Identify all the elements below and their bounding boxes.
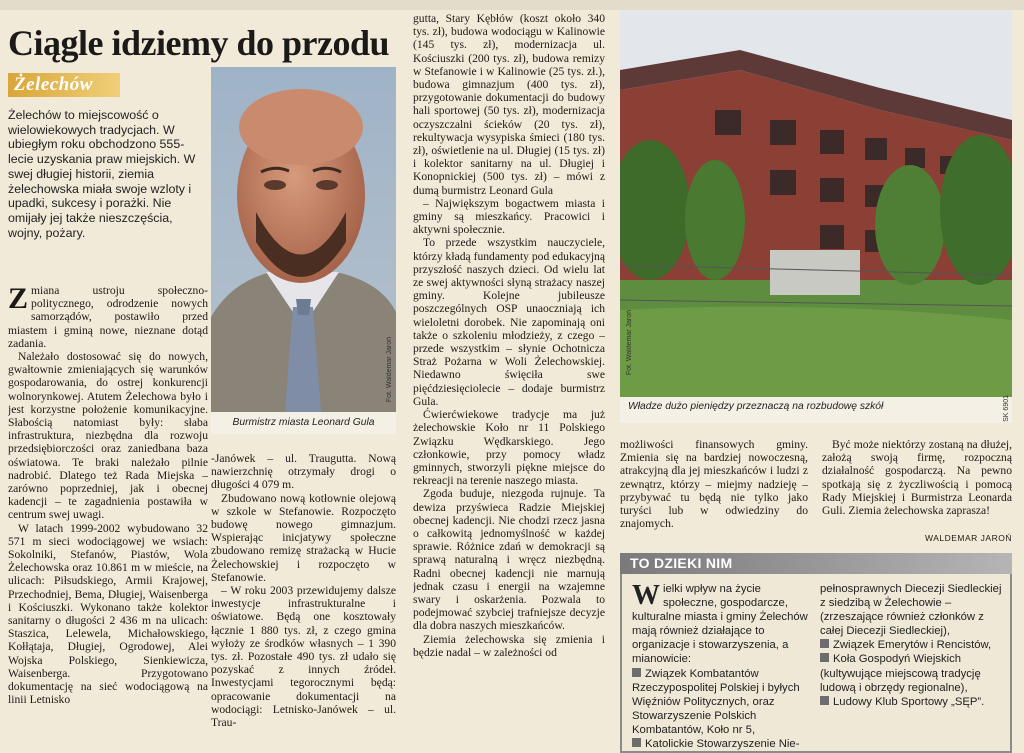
col2-paragraph-2: Zbudowano nową kotłownie olejową w szkole w Stefanowie. Rozpoczęto budowę nowego gimnazjum. Wspierając inicjatywy społeczne zbudowano remizę strażacką w Hucie Żelechowskiej i rozpoczęto w Stefanowie. <box>211 491 396 584</box>
building-photo-credit: Fot. Waldemar Jaroń <box>626 310 633 376</box>
portrait-illustration <box>211 67 396 412</box>
article-column-2 <box>211 452 396 753</box>
sidebar-item: Ludowy Klub Sportowy „SĘP”. <box>820 695 1004 709</box>
col3-paragraph-5: Zgoda buduje, niezgoda rujnuje. Ta dewiza przyświeca Radzie Miejskiej obecnej kadencji. Nie chodzi rzecz jasna o całkowitą jednomyślność w każdej sprawie. Różnice zdań w demokracji są sprawą naturalną i wręcz niezbędną. Radni obecnej kadencji nie marnują jednak czasu i energii na wzajemne swary i oskarżenia. Pozwala to podejmować szybciej trafniejsze decyzje dla dobra naszych mieszkańców. <box>413 487 605 633</box>
col5-paragraph-1: Być może niektórzy zostaną na dłużej, założą swoją firmę, rozpoczną działalność gospodarczą. Na pewno spotkają się z życzliwością i pomocą Rady Miejskiej i Burmistrza Leonarda Guli. Ziemia żelechowska zaprasza! <box>822 438 1012 518</box>
article-headline: Ciągle idziemy do przodu <box>8 23 389 63</box>
section-kicker <box>8 73 120 97</box>
col3-paragraph-6: Ziemia żelechowska się zmienia i będzie nadal – w zależności od <box>413 632 605 659</box>
bullet-square-icon <box>820 696 829 705</box>
article-column-3 <box>413 12 605 753</box>
col2-paragraph-3: – W roku 2003 przewidujemy dalsze inwestycje infrastrukturalne i oświatowe. Będą one kosztowały łącznie 1 880 tys. zł, z czego gmina wyłoży ze środków własnych – 1 390 tys. zł. Pozostałe 490 tys. zł udało się pozyskać z innych źródeł. Inwestycjami tegorocznymi będą: opracowanie dokumentacji na wodociągi: Letnisko-Janówek – ul. Trau- <box>211 584 396 730</box>
sidebar-item: Związek Kombatantów Rzeczypospolitej Polskiej i byłych Więźniów Politycznych, oraz Stowarzyszenie Polskich Kombatantów, Koło nr 5, <box>632 667 800 736</box>
school-building-photo <box>620 10 1012 397</box>
bullet-square-icon <box>632 668 641 677</box>
lead-paragraph: Żelechów to miejscowość o wielowiekowych tradycjach. W ubiegłym roku obchodzono 555-lecie uzyskania praw miejskich. W swej długiej historii, ziemia żelechowska miała swoje wzloty i upadki, sukcesy i porażki. Nie omijały jej także nieszczęścia, wojny, pożary. <box>8 108 196 240</box>
article-column-1 <box>8 284 208 753</box>
col3-paragraph-3: To przede wszystkim nauczyciele, którzy kładą fundamenty pod edukacyjną przyszłość naszych dzieci. Od wielu lat ze swej aktywności słyną strażacy naszej gminy. Kolejne jubileusze poszczególnych OSP unaoczniają ich wieloletni dorobek. Nie zapominają oni także o szkoleniu młodzieży, z czego – przede wszystkim – słynie Ochotnicza Straż Pożarna w Woli Żelechowskiej. Niedawno święciła swe pięćdziesięciolecie – dodaje burmistrz Gula. <box>413 236 605 408</box>
kicker-label: Żelechów <box>14 74 93 95</box>
school-building-illustration <box>620 10 1012 397</box>
portrait-caption: Burmistrz miasta Leonard Gula <box>211 412 396 434</box>
byline: WALDEMAR JAROŃ <box>925 533 1012 543</box>
article-column-4 <box>620 438 808 550</box>
mayor-portrait-photo <box>211 67 396 412</box>
bullet-square-icon <box>820 639 829 648</box>
col3-paragraph-1: gutta, Stary Kębłów (koszt około 340 tys. zł), budowa wodociągu w Kalinowie (145 tys. zł), modernizacja ul. Kościuszki (200 tys. zł), budowa remizy w Stefanowie i w Kalinowie (25 tys. zł.), budowa gimnazjum (400 tys. zł), przygotowanie dokumentacji do budowy hali sportowej (50 tys. zł), modernizacja oczyszczalni ścieków (20 tys. zł), rekultywacja wysypiska śmieci (180 tys. zł), oświetlenie na ul. Długiej (15 tys. zł) i kolektor sanitarny na ul. Długiej i Konopnickiej (500 tys. zł) – mówi z dumą burmistrz Leonard Gula <box>413 12 605 197</box>
sidebar-column-left <box>632 582 810 750</box>
sidebar-drop-cap: W <box>632 582 660 611</box>
sidebar-title: TO DZIEKI NIM <box>630 555 733 571</box>
sidebar-item: Koła Gospodyń Wiejskich (kultywujące miejscową tradycję ludową i obrzędy regionalne), <box>820 653 981 694</box>
drop-cap: Z <box>8 284 29 315</box>
bullet-square-icon <box>632 738 641 747</box>
col1-paragraph-1: Zmiana ustroju społeczno-politycznego, odrodzenie nowych samorządów, postawiło przed miastem i gminą nowe, nieznane dotąd zadania. <box>8 284 208 350</box>
sidebar-item-continuation: pełnosprawnych Diecezji Siedleckiej z siedzibą w Żelechowie – (zrzeszające również członków z całej Diecezji Siedleckiej), <box>820 583 1002 638</box>
col2-paragraph-1: -Janówek – ul. Traugutta. Nową nawierzchnię otrzymały drogi o długości 4 079 m. <box>211 452 396 492</box>
sidebar-item: Związek Emerytów i Rencistów, <box>820 638 1004 652</box>
photo-code: SK 6901 <box>1003 395 1010 422</box>
building-caption: Władze dużo pieniędzy przeznaczą na rozbudowę szkół <box>620 397 1012 423</box>
portrait-photo-credit: Fot. Waldemar Jaroń <box>386 337 393 403</box>
page-top-strip <box>0 0 1024 10</box>
col3-paragraph-2: – Największym bogactwem miasta i gminy są mieszkańcy. Pracowici i aktywni społecznie. <box>413 196 605 237</box>
col1-paragraph-2: Należało dostosować się do nowych, gwałtownie zmieniających się warunków gospodarowania, do ostrej konkurencji wolnorynkowej. Atutem Żelechowa było i jest korzystne położenie komunikacyjne. Słabością natomiast były: słaba infrastruktura, niezbędna dla rozwoju przedsiębiorczości oraz zaniedbana baza oświatowa. Te braki należało pilnie nadrobić. Dlatego też Rada Miejska – zarówno poprzedniej, jak i obecnej kadencji – te zagadnienia postawiła w centrum swej uwagi. <box>8 350 208 522</box>
article-column-5 <box>822 438 1012 536</box>
col4-paragraph-1: możliwości finansowych gminy. Zmienia się na bardziej nowoczesną, atrakcyjną dla jej mieszkańców i ludzi z zewnątrz, którzy – miejmy nadzieję – przybywać tu będą nie tylko jako turyści lub w odwiedziny do znajomych. <box>620 438 808 531</box>
sidebar-header <box>620 553 1012 574</box>
sidebar-item: Katolickie Stowarzyszenie Nie- <box>632 737 810 750</box>
col3-paragraph-4: Ćwierćwiekowe tradycje ma już żelechowskie Koło nr 11 Polskiego Związku Wędkarskiego. Jego członkowie, przy pomocy władz gminnych, stworzyli piękne miejsce do rekreacji na terenie naszego miasta. <box>413 408 605 488</box>
bullet-square-icon <box>820 653 829 662</box>
sidebar-column-right <box>820 582 1004 750</box>
col1-paragraph-3: W latach 1999-2002 wybudowano 32 571 m sieci wodociągowej we wsiach: Sokolniki, Stefanów, Piastów, Wola Żelechowska oraz 10.861 m w mieście, na ulicach: Piłsudskiego, Armii Krajowej, Przechodniej, Bema, Długiej, Waisenberga i Kościuszki. Wykonano także kolektor sanitarny o długości 2 436 m na ulicach: Staszica, Lelewela, Michałowskiego, Kołłątaja, Długiej, Ogrodowej, Alei Wojska Polskiego, Sienkiewicza, Waisenberga. Przygotowano dokumentację na sieć wodociągową na linii Letnisko <box>8 521 208 707</box>
sidebar-intro: Wielki wpływ na życie społeczne, gospodarcze, kulturalne miasta i gminy Żelechów mają również działające to organizacje i stowarzyszenia, a mianowicie: <box>632 582 808 666</box>
